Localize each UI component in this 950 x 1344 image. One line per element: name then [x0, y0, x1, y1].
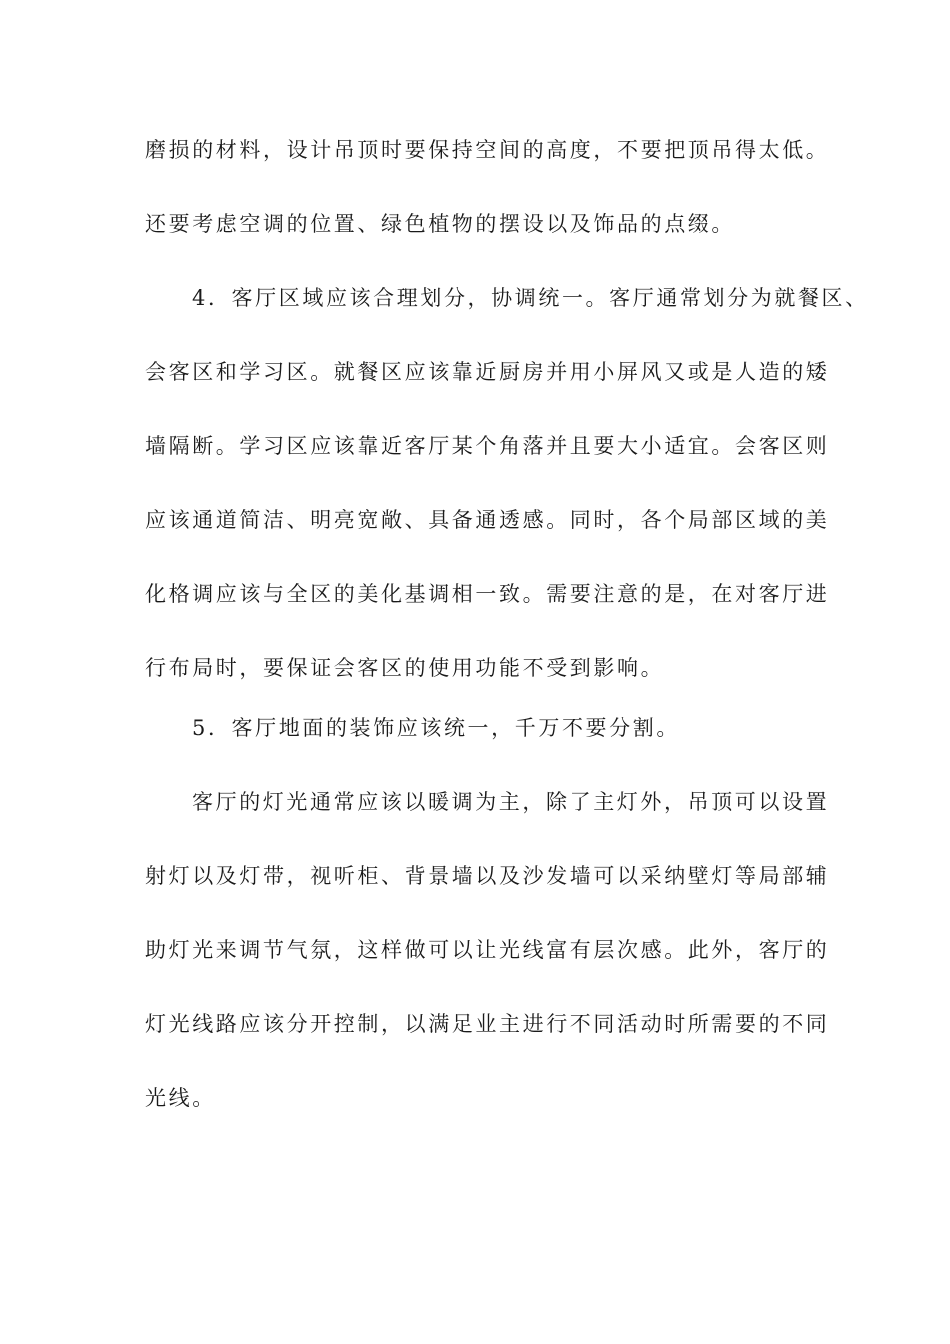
text-line: 射灯以及灯带，视听柜、背景墙以及沙发墙可以采纳壁灯等局部辅	[145, 864, 830, 888]
text-line: 化格调应该与全区的美化基调相一致。需要注意的是，在对客厅进	[145, 582, 830, 606]
text-line: 还要考虑空调的位置、绿色植物的摆设以及饰品的点缀。	[145, 212, 735, 236]
paragraph-lighting-start: 客厅的灯光通常应该以暖调为主，除了主灯外，吊顶可以设置	[192, 790, 830, 814]
text-line: 墙隔断。学习区应该靠近客厅某个角落并且要大小适宜。会客区则	[145, 434, 830, 458]
paragraph-5: 5．客厅地面的装饰应该统一，千万不要分割。	[192, 716, 680, 740]
paragraph-4-start: 4．客厅区域应该合理划分，协调统一。客厅通常划分为就餐区、	[192, 286, 869, 310]
text-line: 助灯光来调节气氛，这样做可以让光线富有层次感。此外，客厅的	[145, 938, 830, 962]
text-line: 光线。	[145, 1086, 216, 1110]
text-line: 磨损的材料，设计吊顶时要保持空间的高度，不要把顶吊得太低。	[145, 138, 830, 162]
text-line: 应该通道简洁、明亮宽敞、具备通透感。同时，各个局部区域的美	[145, 508, 830, 532]
text-line: 灯光线路应该分开控制，以满足业主进行不同活动时所需要的不同	[145, 1012, 830, 1036]
text-line: 行布局时，要保证会客区的使用功能不受到影响。	[145, 656, 665, 680]
text-line: 会客区和学习区。就餐区应该靠近厨房并用小屏风又或是人造的矮	[145, 360, 830, 384]
